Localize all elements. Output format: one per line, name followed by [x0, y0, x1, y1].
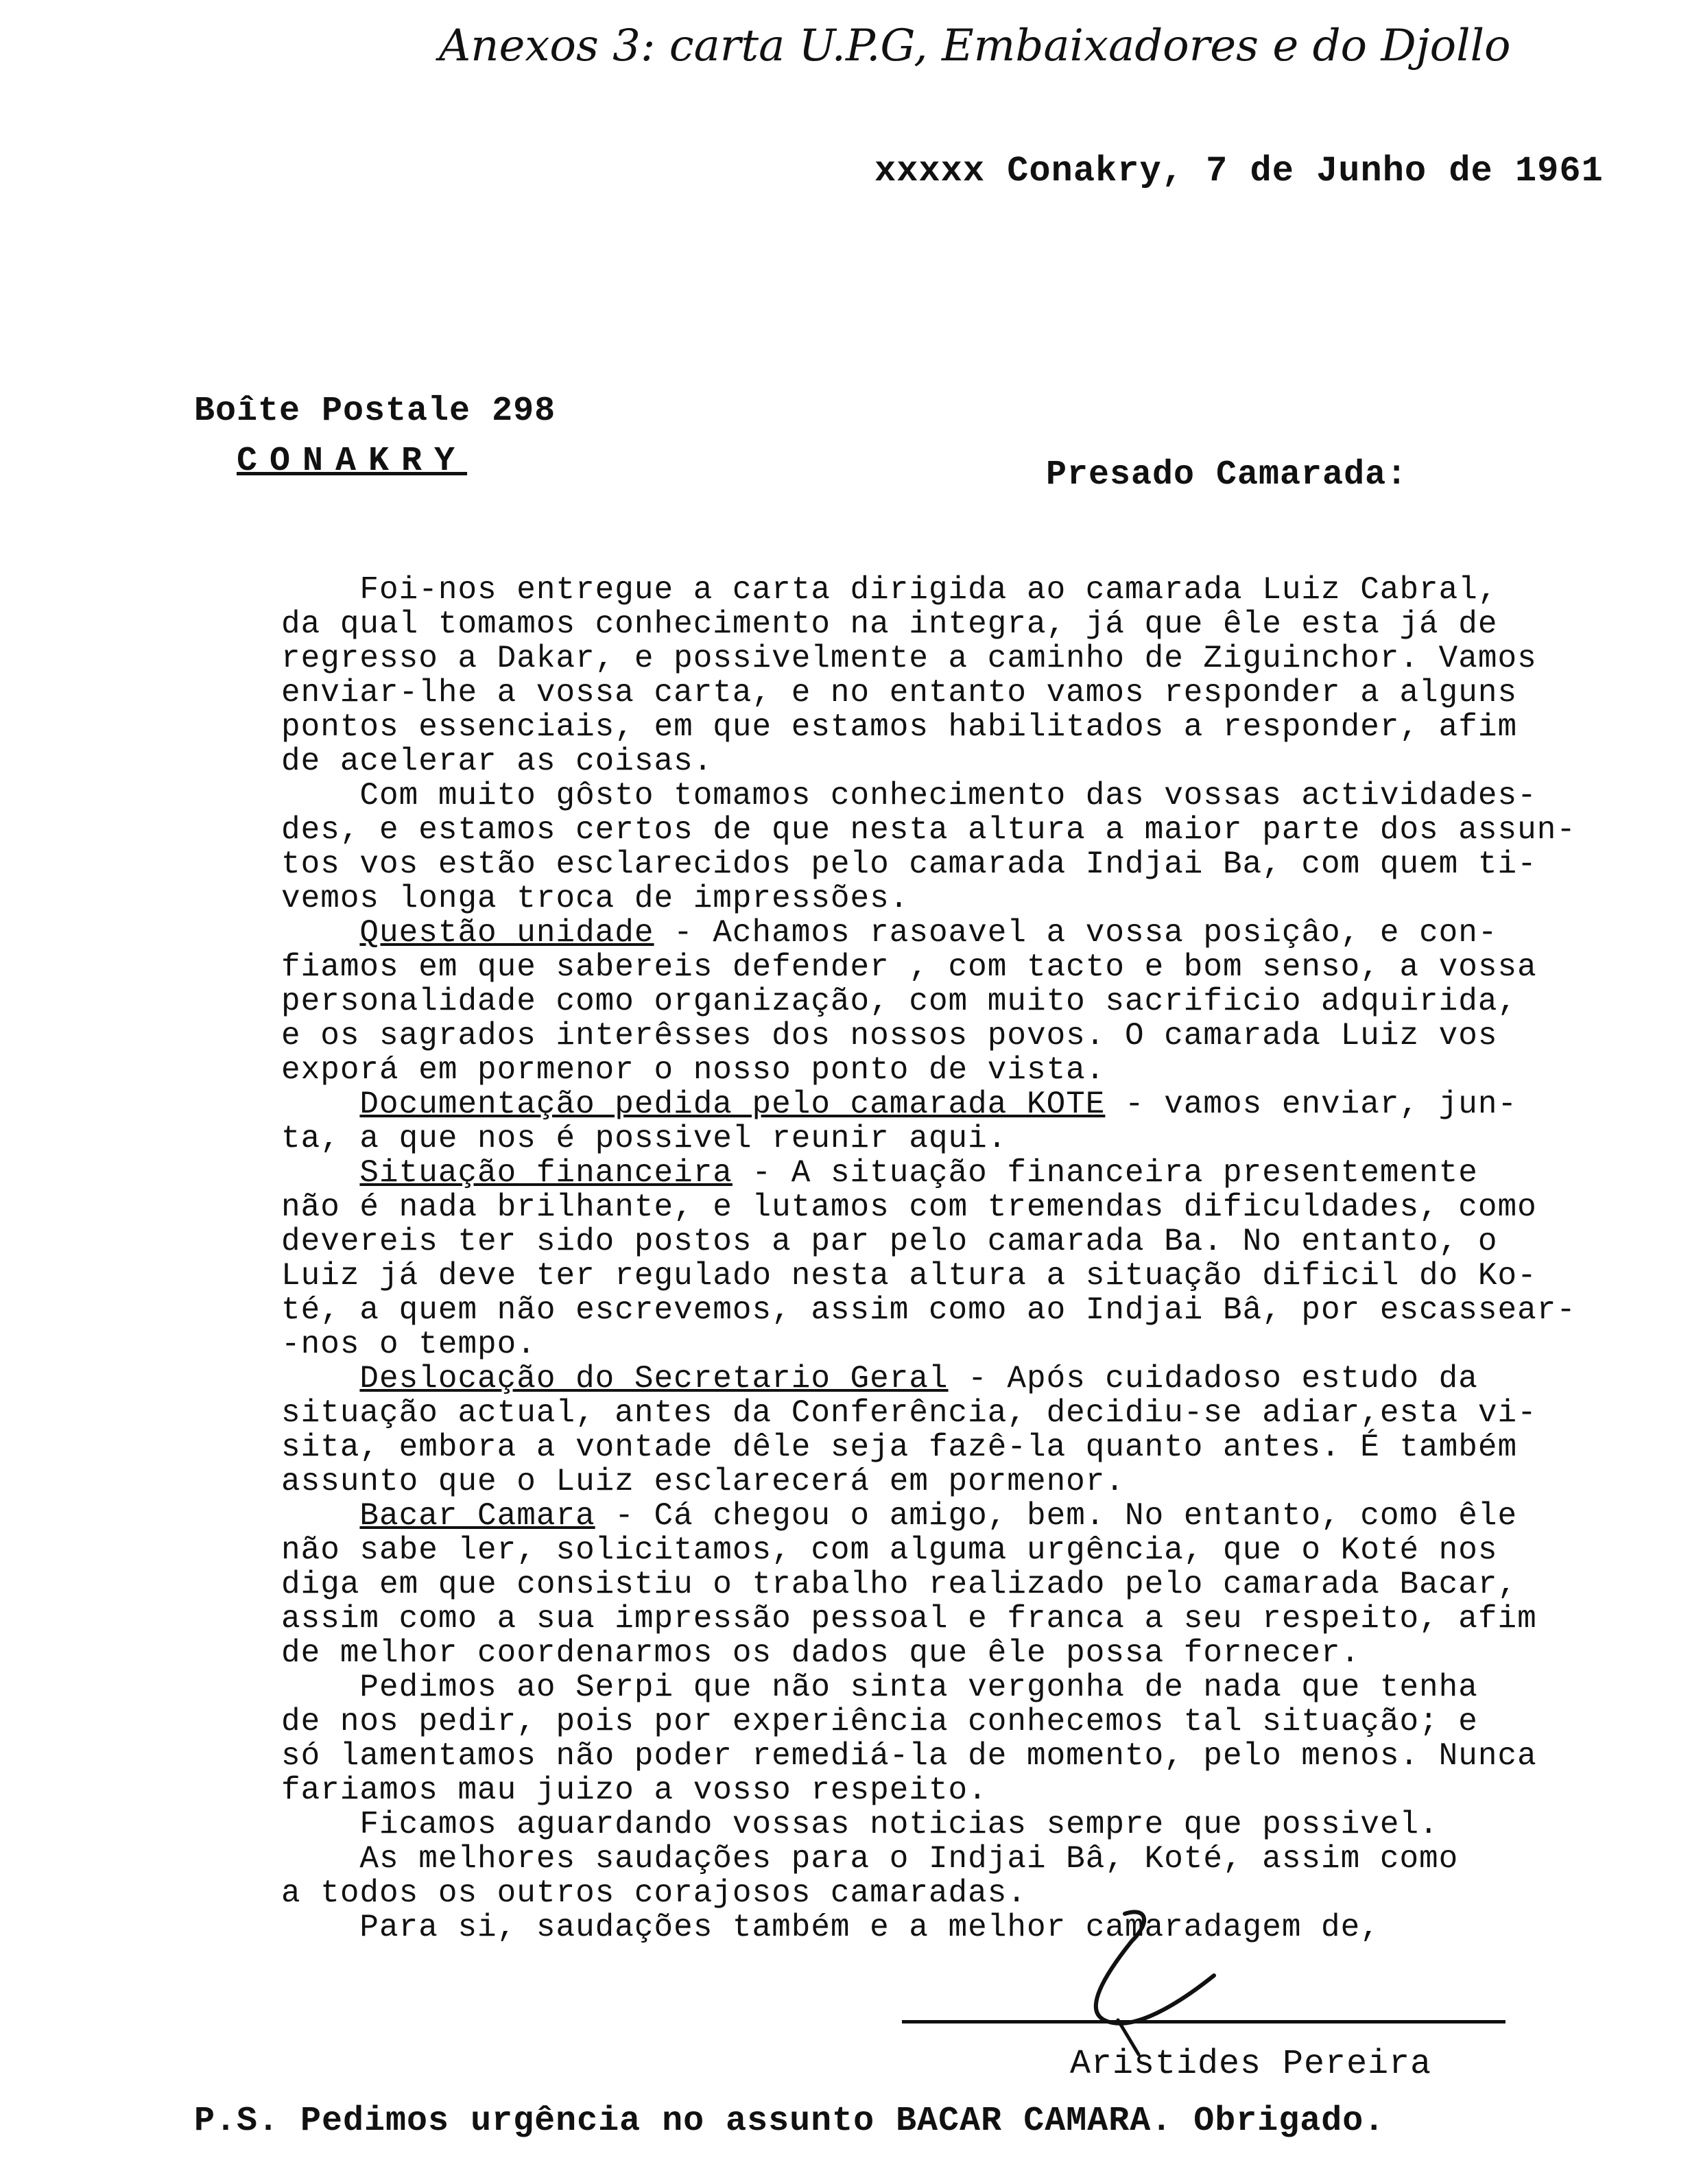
body-line-text: Pedimos ao Serpi que não sinta vergonha de nada que tenha — [281, 1670, 1478, 1705]
body-line-text: só lamentamos não poder remediá-la de momento, pelo menos. Nunca — [281, 1738, 1537, 1774]
body-line — [281, 1019, 1626, 1053]
body-line-text — [281, 1155, 359, 1191]
body-line-text: a todos os outros corajosos camaradas. — [281, 1875, 1027, 1911]
body-line-text: - Após cuidadoso estudo da — [948, 1361, 1478, 1397]
body-line-text: assunto que o Luiz esclarecerá em pormenor. — [281, 1464, 1125, 1499]
body-line — [281, 573, 1626, 607]
body-line — [281, 1670, 1626, 1705]
signature-line — [902, 2020, 1505, 2023]
body-line-text — [281, 1087, 359, 1122]
body-line — [281, 1842, 1626, 1876]
body-line — [281, 1362, 1626, 1396]
body-line — [281, 1259, 1626, 1293]
letter-date: xxxxx Conakry, 7 de Junho de 1961 — [874, 151, 1604, 191]
body-line-text: Para si, saudações também e a melhor camaradagem de, — [281, 1910, 1380, 1945]
body-line-text: de melhor coordenarmos os dados que êle possa fornecer. — [281, 1635, 1361, 1671]
body-line-text — [281, 1361, 359, 1397]
body-line — [281, 1533, 1626, 1567]
body-line-text: regresso a Dakar, e possivelmente a caminho de Ziguinchor. Vamos — [281, 641, 1537, 676]
body-line-text: Luiz já deve ter regulado nesta altura a situação dificil do Ko- — [281, 1258, 1537, 1294]
letter-body — [281, 573, 1626, 1945]
body-line — [281, 1464, 1626, 1499]
body-line-text: devereis ter sido postos a par pelo camarada Ba. No entanto, o — [281, 1224, 1498, 1259]
body-line — [281, 1121, 1626, 1156]
body-line-text: Com muito gôsto tomamos conhecimento das vossas actividades- — [281, 778, 1537, 814]
body-line-text: - A situação financeira presentemente — [732, 1155, 1478, 1191]
body-line — [281, 676, 1626, 710]
body-line-text: pontos essenciais, em que estamos habilitados a responder, afim — [281, 709, 1518, 745]
body-line — [281, 1705, 1626, 1739]
body-line — [281, 1224, 1626, 1259]
body-line — [281, 779, 1626, 813]
body-line-text: - Cá chegou o amigo, bem. No entanto, como êle — [595, 1498, 1518, 1534]
body-line — [281, 1773, 1626, 1807]
body-line-text: des, e estamos certos de que nesta altura a maior parte dos assun- — [281, 812, 1576, 848]
signer-name: Aristides Pereira — [1070, 2045, 1432, 2084]
body-line — [281, 950, 1626, 984]
body-line-text: sita, embora a vontade dêle seja fazê-la quanto antes. É também — [281, 1429, 1518, 1465]
section-heading: Deslocação do Secretario Geral — [359, 1361, 949, 1397]
body-line — [281, 916, 1626, 950]
body-line-text: não é nada brilhante, e lutamos com tremendas dificuldades, como — [281, 1189, 1537, 1225]
body-line — [281, 1807, 1626, 1842]
body-line-text — [281, 915, 359, 951]
address-line-1: Boîte Postale 298 — [194, 392, 556, 431]
body-line-text: e os sagrados interêsses dos nossos povos. O camarada Luiz vos — [281, 1018, 1498, 1054]
body-line-text: vemos longa troca de impressões. — [281, 881, 909, 916]
body-line — [281, 847, 1626, 881]
body-line — [281, 881, 1626, 916]
body-line-text: - vamos enviar, jun- — [1105, 1087, 1518, 1122]
signature-scribble — [1077, 1900, 1255, 2058]
body-line — [281, 1053, 1626, 1087]
body-line — [281, 1327, 1626, 1362]
body-line-text: ta, a que nos é possivel reunir aqui. — [281, 1121, 1008, 1156]
body-line — [281, 1567, 1626, 1602]
body-line — [281, 1602, 1626, 1636]
address-city: CONAKRY — [237, 442, 468, 481]
section-heading: Situação financeira — [359, 1155, 733, 1191]
greeting: Presado Camarada: — [1046, 455, 1408, 495]
body-line-text: As melhores saudações para o Indjai Bâ, Koté, assim como — [281, 1841, 1459, 1877]
body-line-text: -nos o tempo. — [281, 1327, 536, 1362]
body-line-text: personalidade como organização, com muito sacrificio adquirida, — [281, 984, 1518, 1019]
handwritten-annotation: Anexos 3: carta U.P.G, Embaixadores e do Djollo — [439, 21, 1511, 71]
body-line — [281, 1636, 1626, 1670]
body-line-text: situação actual, antes da Conferência, decidiu-se adiar,esta vi- — [281, 1395, 1537, 1431]
body-line-text: tos vos estão esclarecidos pelo camarada Indjai Ba, com quem ti- — [281, 846, 1537, 882]
body-line — [281, 1156, 1626, 1190]
body-line — [281, 1087, 1626, 1121]
body-line — [281, 710, 1626, 744]
body-line — [281, 607, 1626, 641]
body-line — [281, 744, 1626, 779]
section-heading: Documentação pedida pelo camarada KOTE — [359, 1087, 1106, 1122]
body-line — [281, 1430, 1626, 1464]
body-line-text: - Achamos rasoavel a vossa posiçâo, e con- — [654, 915, 1498, 951]
body-line-text — [281, 1498, 359, 1534]
body-line-text: Foi-nos entregue a carta dirigida ao camarada Luiz Cabral, — [281, 572, 1498, 608]
body-line — [281, 1293, 1626, 1327]
postscript: P.S. Pedimos urgência no assunto BACAR CAMARA. Obrigado. — [194, 2102, 1385, 2141]
body-line-text: enviar-lhe a vossa carta, e no entanto vamos responder a alguns — [281, 675, 1518, 711]
body-line — [281, 641, 1626, 676]
body-line — [281, 1499, 1626, 1533]
body-line — [281, 1739, 1626, 1773]
body-line-text: assim como a sua impressão pessoal e franca a seu respeito, afim — [281, 1601, 1537, 1637]
section-heading: Bacar Camara — [359, 1498, 595, 1534]
body-line — [281, 1910, 1626, 1945]
body-line — [281, 1190, 1626, 1224]
body-line-text: fiamos em que sabereis defender , com tacto e bom senso, a vossa — [281, 949, 1537, 985]
body-line — [281, 1396, 1626, 1430]
body-line-text: Ficamos aguardando vossas noticias sempre que possivel. — [281, 1807, 1439, 1842]
body-line — [281, 984, 1626, 1019]
body-line-text: exporá em pormenor o nosso ponto de vista. — [281, 1052, 1106, 1088]
body-line — [281, 813, 1626, 847]
body-line-text: não sabe ler, solicitamos, com alguma urgência, que o Koté nos — [281, 1532, 1498, 1568]
body-line-text: da qual tomamos conhecimento na integra, já que êle esta já de — [281, 606, 1498, 642]
body-line-text: de nos pedir, pois por experiência conhecemos tal situação; e — [281, 1704, 1478, 1740]
body-line — [281, 1876, 1626, 1910]
body-line-text: de acelerar as coisas. — [281, 744, 713, 779]
body-line-text: fariamos mau juizo a vosso respeito. — [281, 1772, 988, 1808]
body-line-text: té, a quem não escrevemos, assim como ao Indjai Bâ, por escassear- — [281, 1292, 1576, 1328]
section-heading: Questão unidade — [359, 915, 654, 951]
body-line-text: diga em que consistiu o trabalho realizado pelo camarada Bacar, — [281, 1567, 1518, 1602]
